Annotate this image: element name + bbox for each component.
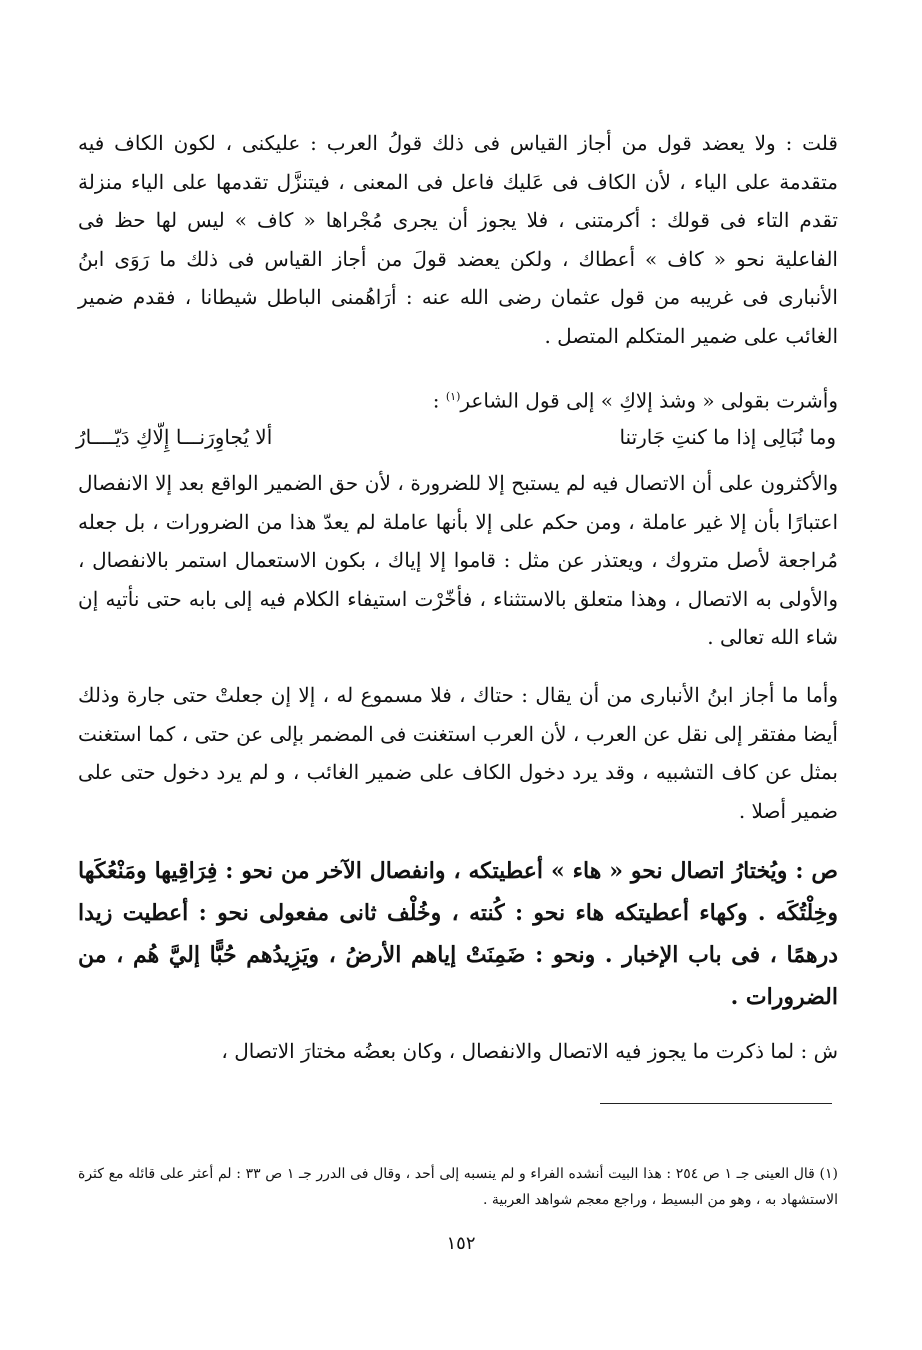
paragraph-5: ش : لما ذكرت ما يجوز فيه الاتصال والانفصال ، وكان بعضُه مختارَ الاتصال ، — [221, 1039, 838, 1063]
verse-first-hemistich: وما نُبَالِى إذا ما كنتِ جَارتنا — [619, 425, 836, 449]
rule-text-bold: ص : ويُختارُ اتصال نحو « هاء » أعطيتكه ، وانفصال الآخر من نحو : فِرَاقِيها ومَنْعُكَها وخِلْتُكَه . وكهاء أعطيتكه هاء نحو : كُنته ، وخُلْف ثانى مفعولى نحو : أعطيت زيدا درهمًا ، فى باب الإخبار . ونحو : ضَمِنَتْ إياهم الأرضُ ، ويَزِيدُهم حُبًّا إليَّ هُم ، من الضرورات . — [78, 858, 838, 1010]
footnote-text: (١) قال العينى جـ ١ ص ٢٥٤ : هذا البيت أنشده الفراء و لم ينسبه إلى أحد ، وقال فى الدرر جـ ١ ص ٣٣ : لم أعثر على قائله مع كثرة الاستشهاد به ، وهو من البسيط ، وراجع معجم شواهد العربية . — [78, 1166, 838, 1208]
verse-second-hemistich: ألا يُجاوِرَنـــا إِلّاكِ دَيّــــارُ — [76, 425, 273, 449]
footnote-marker: (١) — [445, 390, 461, 403]
paragraph-3: والأكثرون على أن الاتصال فيه لم يستبح إلا للضرورة ، لأن حق الضمير الواقع بعد إلا الانفصال اعتبارًا بأن إلا غير عاملة ، ومن حكم على إلا بأنها عاملة لم يعدّ هذا من الضرورات ، بل جعله مُراجعة لأصل متروك ، ويعتذر عن مثل : قاموا إلا إياك ، بكون الاستعمال استمر بالانفصال ، والأولى به الاتصال ، وهذا متعلق بالاستثناء ، فأخّرْت استيفاء الكلام فيه إلى بابه حتى نأتيه إن شاء الله تعالى . — [78, 471, 838, 649]
paragraph-1: قلت : ولا يعضد قول من أجاز القياس فى ذلك قولُ العرب : عليكنى ، لكون الكاف فيه متقدمة على الياء ، لأن الكاف فى عَليك فاعل فى المعنى ، فيتنزَّل تقدمها على الياء منزلة تقدم التاء فى قولك : أكرمتنى ، فلا يجوز أن يجرى مُجْراها « كاف » ليس لها حظ فى الفاعلية نحو « كاف » أعطاك ، ولكن يعضد قولَ من أجاز القياس فى ذلك ما رَوَى ابنُ الأنبارى فى غريبه من قول عثمان رضى الله عنه : أرَاهُمنى الباطل شيطانا ، فقدم ضمير الغائب على ضمير المتكلم المتصل . — [78, 131, 838, 348]
paragraph-2-text: وأشرت بقولى « وشذ إلاكِ » إلى قول الشاعر — [460, 388, 838, 413]
footnote-separator — [600, 1103, 832, 1104]
paragraph-2 — [78, 378, 838, 420]
paragraph-4: وأما ما أجاز ابنُ الأنبارى من أن يقال : حتاك ، فلا مسموع له ، إلا إن جعلتْ حتى جارة وذلك أيضا مفتقر إلى نقل عن العرب ، لأن العرب استغنت فى المضمر بإلى عن حتى ، كما استغنت بمثل عن كاف التشبيه ، وقد يرد دخول الكاف على ضمير الغائب ، و لم يرد دخول حتى على ضمير أصلا . — [78, 683, 838, 823]
poetry-verse — [76, 418, 836, 456]
paragraph-2-colon: : — [432, 388, 440, 413]
page-number: ١٥٢ — [446, 1233, 476, 1254]
